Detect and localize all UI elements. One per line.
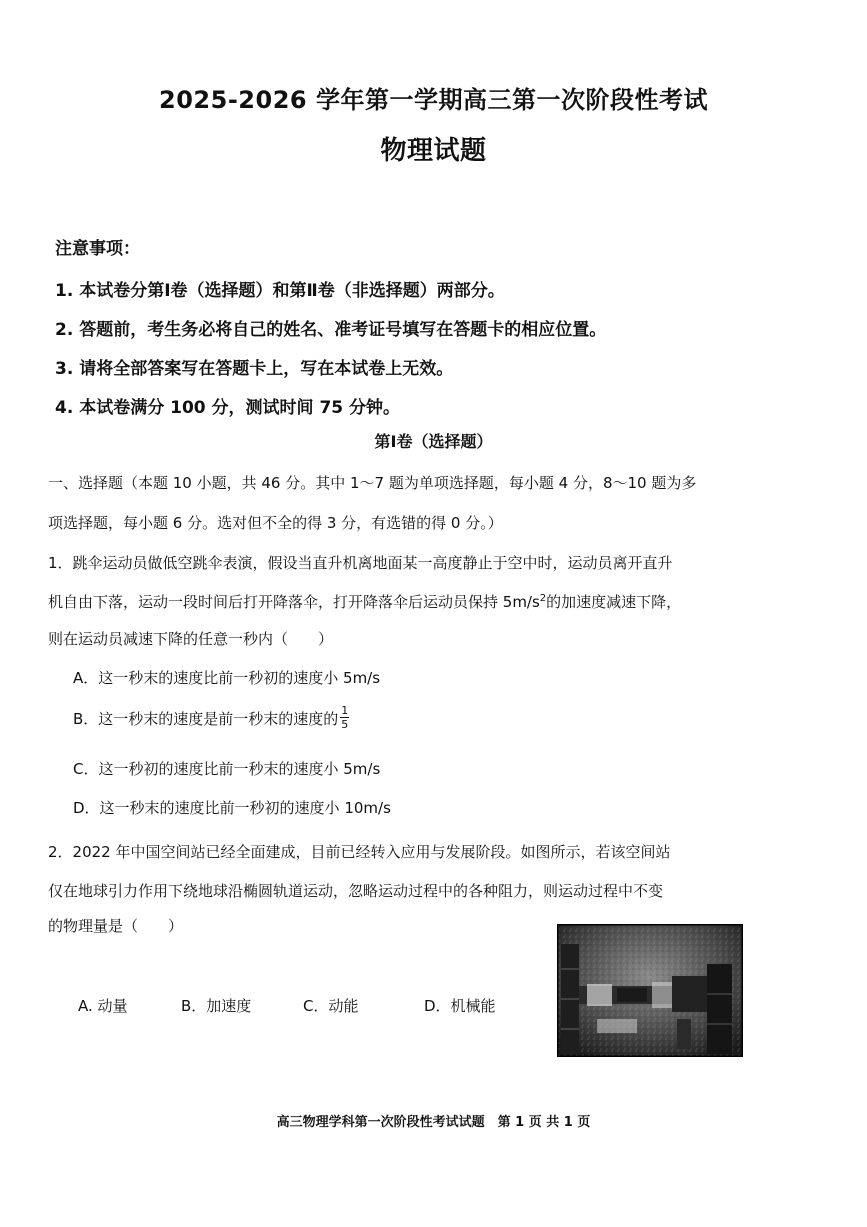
superscript: 2 bbox=[539, 593, 547, 604]
question-2-text: 仅在地球引力作用下绕地球沿椭圆轨道运动，忽略运动过程中的各种阻力，则运动过程中不变 bbox=[48, 882, 664, 900]
section-instructions: 一、选择题（本题 10 小题，共 46 分。其中 1～7 题为单项选择题，每小题 4 分，8～10 题为多 bbox=[48, 474, 697, 492]
question-1-option-a: A．这一秒末的速度比前一秒初的速度小 5m/s bbox=[73, 669, 381, 687]
question-2-option-a: A. 动量 bbox=[78, 997, 128, 1015]
question-2-option-b: B．加速度 bbox=[181, 997, 252, 1015]
question-1-text: 1．跳伞运动员做低空跳伞表演，假设当直升机离地面某一高度静止于空中时，运动员离开直升 bbox=[48, 554, 673, 572]
notice-item: 2. 答题前，考生务必将自己的姓名、准考证号填写在答题卡的相应位置。 bbox=[55, 320, 607, 340]
question-1-option-b bbox=[73, 706, 349, 733]
exam-title: 2025-2026 学年第一学期高三第一次阶段性考试 bbox=[159, 86, 708, 114]
question-1-option-d: D．这一秒末的速度比前一秒初的速度小 10m/s bbox=[73, 799, 391, 817]
notice-heading: 注意事项： bbox=[55, 239, 140, 259]
question-1-text-part: 机自由下落，运动一段时间后打开降落伞，打开降落伞后运动员保持 5m/s bbox=[48, 593, 540, 611]
question-1-text-part: 的加速度减速下降， bbox=[546, 593, 682, 611]
space-station-photo bbox=[557, 924, 743, 1057]
subject-title: 物理试题 bbox=[380, 136, 487, 166]
fraction-denominator: 5 bbox=[341, 718, 349, 731]
question-1-text: 则在运动员减速下降的任意一秒内（ ） bbox=[48, 630, 334, 648]
notice-item: 3. 请将全部答案写在答题卡上，写在本试卷上无效。 bbox=[55, 359, 454, 379]
section-instructions: 项选择题，每小题 6 分。选对但不全的得 3 分，有选错的得 0 分。） bbox=[48, 514, 503, 532]
question-2-text: 的物理量是（ ） bbox=[48, 917, 184, 935]
question-1-option-c: C．这一秒初的速度比前一秒末的速度小 5m/s bbox=[73, 760, 381, 778]
question-2-option-c: C．动能 bbox=[303, 997, 359, 1015]
option-b-text: B．这一秒末的速度是前一秒末的速度的 bbox=[73, 710, 339, 728]
question-2-option-d: D．机械能 bbox=[424, 997, 496, 1015]
section-title: 第Ⅰ卷（选择题） bbox=[374, 432, 493, 451]
notice-item: 1. 本试卷分第Ⅰ卷（选择题）和第Ⅱ卷（非选择题）两部分。 bbox=[55, 281, 505, 301]
notice-item: 4. 本试卷满分 100 分，测试时间 75 分钟。 bbox=[55, 398, 401, 418]
fraction-numerator: 1 bbox=[341, 704, 349, 717]
question-2-text: 2．2022 年中国空间站已经全面建成，目前已经转入应用与发展阶段。如图所示，若该空间站 bbox=[48, 843, 671, 861]
page-footer: 高三物理学科第一次阶段性考试试题 第 1 页 共 1 页 bbox=[276, 1115, 591, 1130]
fraction bbox=[340, 704, 349, 731]
question-1-text bbox=[48, 591, 681, 612]
